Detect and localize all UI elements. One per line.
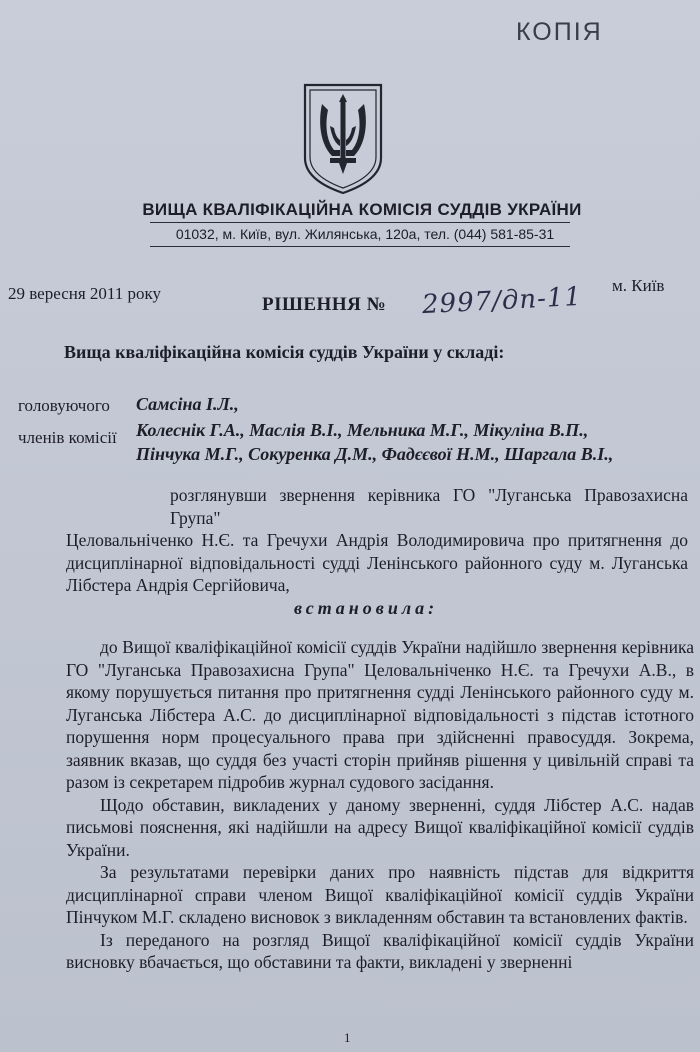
members-line-1: Колеснік Г.А., Маслія В.І., Мельника М.Г., Мікуліна В.П.,: [136, 420, 589, 440]
decision-date: 29 вересня 2011 року: [8, 284, 162, 303]
header-divider-bottom: [150, 246, 570, 247]
decision-title: РІШЕННЯ №: [262, 294, 387, 315]
decision-number-handwritten: 2997/дп-11: [421, 281, 583, 321]
composition-heading: Вища кваліфікаційна комісія суддів України у складі:: [64, 342, 505, 362]
intro-first-line: розглянувши звернення керівника ГО "Луганська Правозахисна Група": [170, 485, 688, 528]
header-divider-top: [150, 222, 570, 223]
established-heading: встановила:: [294, 598, 439, 618]
copy-stamp: КОПІЯ: [516, 18, 603, 46]
body-text: [66, 636, 694, 974]
body-paragraph-3: За результатами перевірки даних про наявність підстав для відкриття дисциплінарної справи членом Вищої кваліфікаційної комісії суддів України Пінчуком М.Г. складено висновок з викладенням обставин та встановлених фактів.: [66, 862, 694, 927]
intro-paragraph: [66, 484, 688, 597]
organization-address: 01032, м. Київ, вул. Жилянська, 120а, тел. (044) 581-85-31: [175, 226, 555, 242]
trident-coat-of-arms-icon: [302, 82, 384, 196]
decision-city: м. Київ: [612, 276, 665, 295]
page-number: 1: [344, 1030, 351, 1045]
presiding-name: Самсіна І.Л.,: [136, 394, 239, 414]
body-paragraph-2: Щодо обставин, викладених у даному зверненні, суддя Лібстер А.С. надав письмові пояснення, які надійшли на адресу Вищої кваліфікаційної комісії суддів України.: [66, 794, 694, 860]
presiding-label: головуючого: [18, 396, 110, 415]
members-line-2: Пінчука М.Г., Сокуренка Д.М., Фадєєвої Н.М., Шаргала В.І.,: [136, 444, 614, 464]
body-paragraph-1: до Вищої кваліфікаційної комісії суддів України надійшло звернення керівника ГО "Луганська Правозахисна Група" Целовальніченко Н.Є. та Гречухи А.В., в якому порушується питання про притягнення судді Ленінського районного суду м. Луганська Лібстера А.С. до дисциплінарної відповідальності з підстав істотного порушення норм процесуального права при здійсненні правосуддя. Зокрема, заявник вказав, що суддя без участі сторін прийняв рішення у цивільній справі та разом із секретарем підробив журнал судового засідання.: [66, 637, 694, 792]
body-paragraph-4: Із переданого на розгляд Вищої кваліфікаційної комісії суддів України висновку вбачається, що обставини та факти, викладені у зверненні: [66, 929, 694, 972]
members-label: членів комісії: [18, 428, 117, 447]
organization-name: ВИЩА КВАЛІФІКАЦІЙНА КОМІСІЯ СУДДІВ УКРАЇНИ: [142, 200, 582, 219]
intro-rest: Целовальніченко Н.Є. та Гречухи Андрія Володимировича про притягнення до дисциплінарної відповідальності судді Ленінського районного суду м. Луганська Лібстера Андрія Сергійовича,: [66, 530, 688, 595]
